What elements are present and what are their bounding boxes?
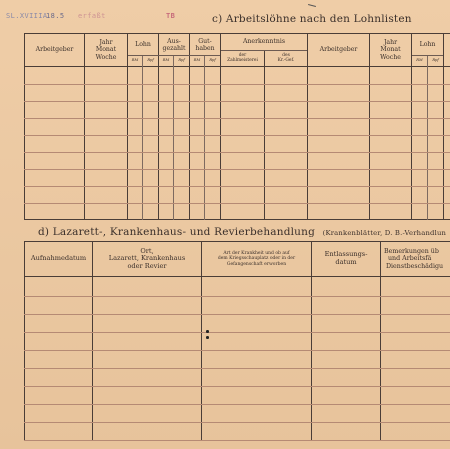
c-header-guthaben: Gut- haben [195,37,215,52]
c-header-lohn: Lohn [135,41,151,49]
d-row-rule [24,350,450,351]
c-header-ausgezahlt: Aus- gezahlt [162,37,186,52]
note-stamp: erfaßt [78,12,106,20]
d-header-krankheit: Art der Krankheit und ob auf dem Kriegsschauplatz oder in der Gefangenschaft erworben [217,250,296,267]
c-rm-label: RM [162,58,170,63]
d-row-rule [24,422,450,423]
c-header-zeitraum: Jahr Monat Woche [95,39,117,61]
c-rpf-label: Rpf [209,58,216,63]
c-subline [142,55,143,220]
c-header-bottom [24,66,450,67]
c-header-krgef: des Kr.-Gef. [277,52,295,63]
c-rpf-label: Rpf [432,58,439,63]
d-row-rule [24,404,450,405]
c-row-rule [24,186,450,187]
c-header-lohn-right: Lohn [419,41,436,49]
number-stamp: 18.5 [46,12,65,20]
c-table-bottom [24,219,450,220]
c-money-rule-right [412,55,443,56]
c-rm-label: RM [131,58,139,63]
c-vline [443,33,444,220]
d-row-rule [24,314,450,315]
c-header-zeitraum-right: Jahr Monat Woche [380,39,401,61]
c-rm-label: RM [416,58,423,63]
c-rm-label: RM [193,58,201,63]
d-row-rule [24,368,450,369]
c-row-rule [24,101,450,102]
c-header-zahlmeisterei: der Zahlmeisterei [227,52,258,63]
registry-stamp: SL.XVIIIA [6,12,48,20]
c-rpf-label: Rpf [147,58,154,63]
c-money-rule [128,55,220,56]
c-header-arbeitgeber-right: Arbeitgeber [319,46,358,54]
d-row-rule [24,332,450,333]
pencil-tick [308,4,316,7]
handwritten-colon-mark [206,330,209,340]
d-row-rule [24,296,450,297]
code-stamp: TB [166,12,176,20]
c-anerkenntnis-rule [221,50,307,51]
d-row-rule [24,386,450,387]
d-header-bemerkungen: Bemerkungen üb und Arbeitsfä Dienstbeschädigu [384,248,444,270]
d-header-entlassungsdatum: Entlassungs- datum [324,250,368,266]
d-header-ort: Ort, Lazarett, Krankenhaus oder Revier [108,246,186,270]
d-header-aufnahmedatum: Aufnahmedatum [30,254,87,263]
d-row-rule [24,440,450,441]
d-header-bottom [24,276,450,277]
section-c-title: c) Arbeitslöhne nach den Lohnlisten [212,13,412,25]
c-rpf-label: Rpf [178,58,185,63]
section-d-title: d) Lazarett-, Krankenhaus- und Revierbehandlung (Krankenblätter, D. B.-Verhandlun [38,226,447,238]
c-subline [427,55,428,220]
c-row-rule [24,135,450,136]
c-row-rule [24,152,450,153]
section-d-subtitle: (Krankenblätter, D. B.-Verhandlun [322,229,447,237]
c-row-rule [24,118,450,119]
c-row-rule [24,84,450,85]
c-row-rule [24,169,450,170]
c-row-rule [24,203,450,204]
c-header-arbeitgeber: Arbeitgeber [35,46,74,54]
c-subline [204,55,205,220]
c-header-anerkenntnis: Anerkenntnis [242,38,286,46]
c-subline [173,55,174,220]
